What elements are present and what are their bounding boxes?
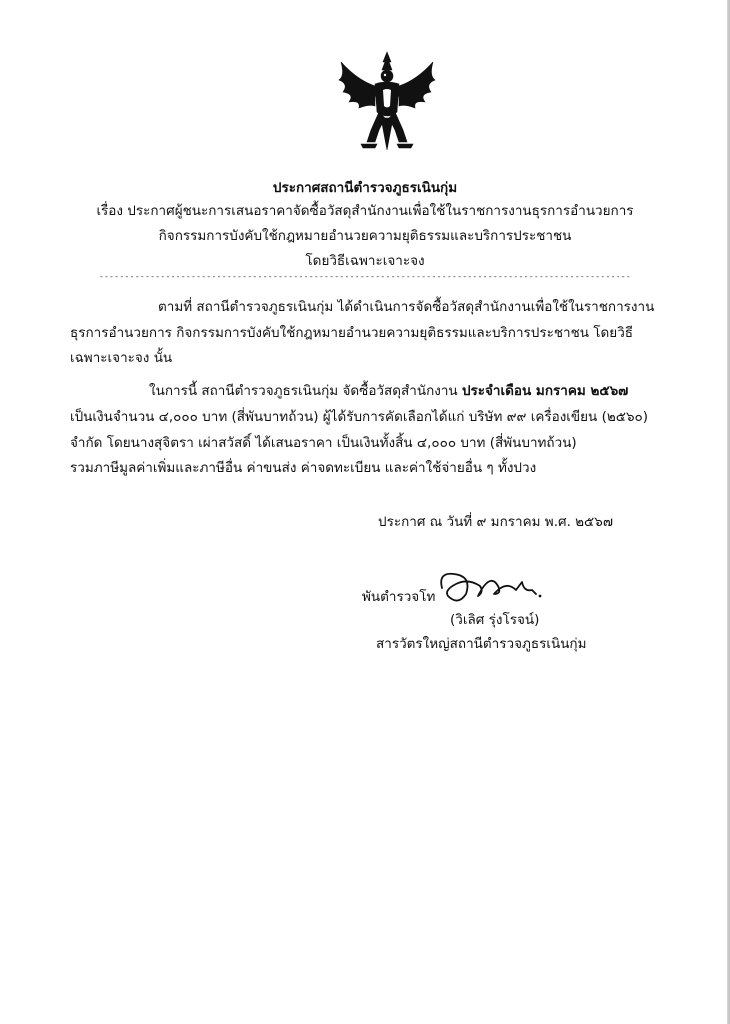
subject-line-2: กิจกรรมการบังคับใช้กฎหมายอำนวยความยุติธรรมและบริการประชาชน <box>158 228 572 244</box>
handwritten-signature <box>428 566 554 608</box>
signer-name: (วิเลิศ รุ่งโรจน์) <box>450 612 540 628</box>
subject-line-3: โดยวิธีเฉพาะเจาะจง <box>305 253 425 269</box>
garuda-emblem-icon <box>327 50 447 158</box>
page-title: ประกาศสถานีตำรวจภูธรเนินกุ่ม <box>272 180 458 196</box>
paragraph-2-line-4: รวมภาษีมูลค่าเพิ่มและภาษีอื่น ค่าขนส่ง ค่าจดทะเบียน และค่าใช้จ่ายอื่น ๆ ทั้งปวง <box>70 460 537 476</box>
paragraph-2-line-2: เป็นเงินจำนวน ๔,๐๐๐ บาท (สี่พันบาทถ้วน) ผู้ได้รับการคัดเลือกได้แก่ บริษัท ๙๙ เครื่องเขียน (๒๕๖๐) <box>70 409 649 425</box>
paragraph-2-line-1-regular: ในการนี้ สถานีตำรวจภูธรเนินกุ่ม จัดซื้อวัสดุสำนักงาน <box>149 383 462 399</box>
announcement-date: ประกาศ ณ วันที่ ๙ มกราคม พ.ศ. ๒๕๖๗ <box>378 514 613 530</box>
signer-position: สารวัตรใหญ่สถานีตำรวจภูธรเนินกุ่ม <box>376 636 587 652</box>
subject-line-1: เรื่อง ประกาศผู้ชนะการเสนอราคาจัดซื้อวัสดุสำนักงานเพื่อใช้ในราชการงานธุรการอำนวยการ <box>96 203 634 219</box>
divider: -------------------------------------------------------------------------------------------------------- <box>98 272 632 281</box>
paragraph-2-line-1 <box>149 380 628 402</box>
paragraph-1-line-2: ธุรการอำนวยการ กิจกรรมการบังคับใช้กฎหมายอำนวยความยุติธรรมและบริการประชาชน โดยวิธี <box>70 325 634 341</box>
paragraph-2-line-1-bold: ประจำเดือน มกราคม ๒๕๖๗ <box>461 383 629 399</box>
paragraph-1-line-3: เฉพาะเจาะจง นั้น <box>70 350 173 366</box>
paragraph-2-line-3: จำกัด โดยนางสุจิตรา เผ่าสวัสดิ์ ได้เสนอราคา เป็นเงินทั้งสิ้น ๔,๐๐๐ บาท (สี่พันบาทถ้วน) <box>70 435 577 451</box>
signer-rank: พันตำรวจโท <box>362 589 436 605</box>
paragraph-1-line-1: ตามที่ สถานีตำรวจภูธรเนินกุ่ม ได้ดำเนินการจัดซื้อวัสดุสำนักงานเพื่อใช้ในราชการงาน <box>158 299 655 315</box>
